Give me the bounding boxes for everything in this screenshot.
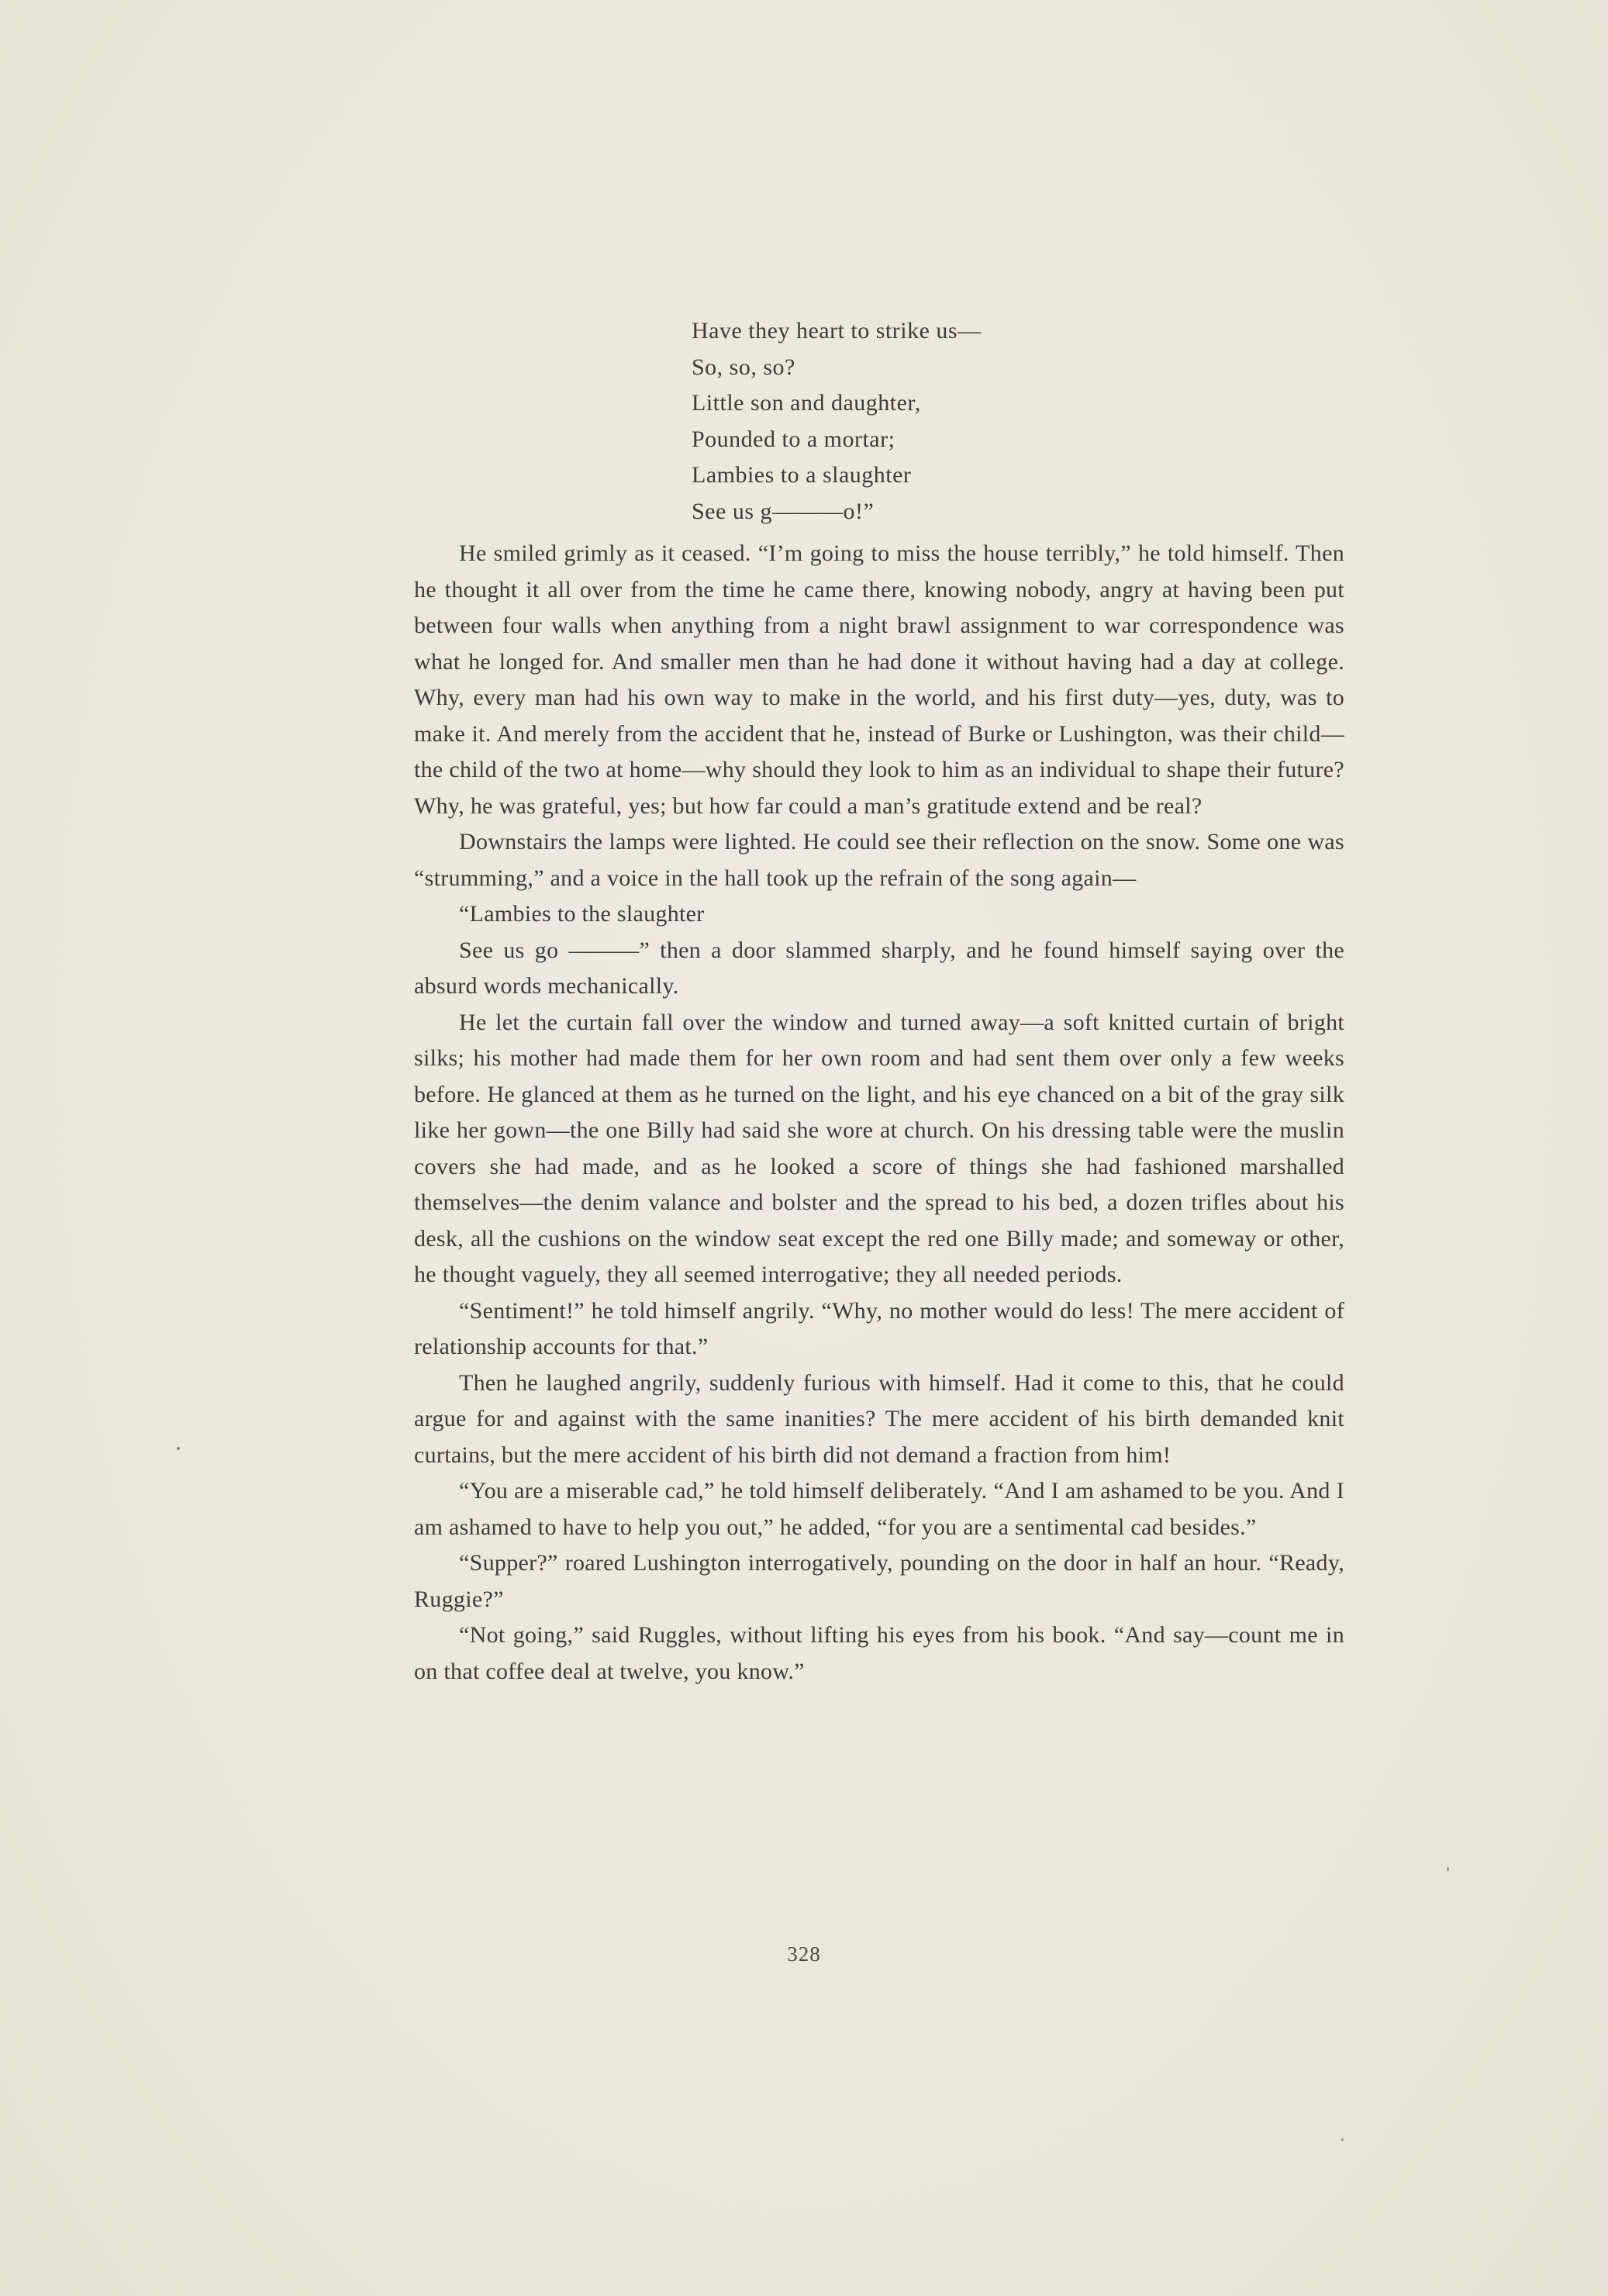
paragraph: He let the curtain fall over the window and turned away—a soft knitted curtain of bright silks; his mother had made them for her own room and had sent them over only a few weeks before. He glanced at them as he turned on the light, and his eye chanced on a bit of the gray silk like her gown—the one Billy had said she wore at church. On his dressing table were the muslin covers she had made, and as he looked a score of things she had fashioned marshalled themselves—the denim valance and bolster and the spread to his bed, a dozen trifles about his desk, all the cushions on the window seat except the red one Billy made; and someway or other, he thought vaguely, they all seemed interrogative; they all needed periods. bbox=[414, 1009, 1344, 1287]
verse-line: So, so, so? bbox=[692, 354, 795, 380]
paragraph: Then he laughed angrily, suddenly furious with himself. Had it come to this, that he could argue for and against with the same inanities? The mere accident of his birth demanded knit curtains, but the mere accident of his birth did not demand a fraction from him! bbox=[414, 1369, 1344, 1468]
paragraph: He smiled grimly as it ceased. “I’m going to miss the house terribly,” he told himself. Then he thought it all over from the time he came there, knowing nobody, angry at having been put between four walls when anything from a night brawl assignment to war correspondence was what he longed for. And smaller men than he had done it without having had a day at college. Why, every man had his own way to make in the world, and his first duty—yes, duty, was to make it. And merely from the accident that he, instead of Burke or Lushington, was their child—the child of the two at home—why should they look to him as an individual to shape their future? Why, he was grateful, yes; but how far could a man’s gratitude extend and be real? bbox=[414, 540, 1344, 819]
verse-stanza bbox=[692, 313, 1234, 530]
quoted-song-line: “Lambies to the slaughter bbox=[459, 901, 705, 927]
paragraph: See us go ———” then a door slammed sharply, and he found himself saying over the absurd words mechanically. bbox=[414, 937, 1344, 999]
verse-line: Little son and daughter, bbox=[692, 390, 921, 416]
verse-line: Lambies to a slaughter bbox=[692, 462, 912, 488]
page-number: 328 bbox=[787, 1942, 821, 1966]
verse-line: See us g———o!” bbox=[692, 498, 875, 524]
body-text bbox=[414, 536, 1344, 1690]
paragraph: “Supper?” roared Lushington interrogatively, pounding on the door in half an hour. “Ready, Ruggie?” bbox=[414, 1550, 1344, 1612]
paragraph: Downstairs the lamps were lighted. He could see their reflection on the snow. Some one was “strumming,” and a voice in the hall took up the refrain of the song again— bbox=[414, 829, 1344, 891]
verse-line: Pounded to a mortar; bbox=[692, 426, 895, 452]
paper-speck bbox=[1447, 1867, 1449, 1871]
paper-speck bbox=[1341, 2139, 1344, 2141]
paragraph: “You are a miserable cad,” he told himself deliberately. “And I am ashamed to be you. And I am ashamed to have to help you out,” he added, “for you are a sentimental cad besides.” bbox=[414, 1478, 1344, 1540]
paper-speck bbox=[177, 1447, 180, 1450]
verse-line: Have they heart to strike us— bbox=[692, 318, 982, 344]
paragraph: “Sentiment!” he told himself angrily. “Why, no mother would do less! The mere accident of relationship accounts for that.” bbox=[414, 1297, 1344, 1359]
paragraph: “Not going,” said Ruggles, without lifting his eyes from his book. “And say—count me in on that coffee deal at twelve, you know.” bbox=[414, 1622, 1344, 1684]
